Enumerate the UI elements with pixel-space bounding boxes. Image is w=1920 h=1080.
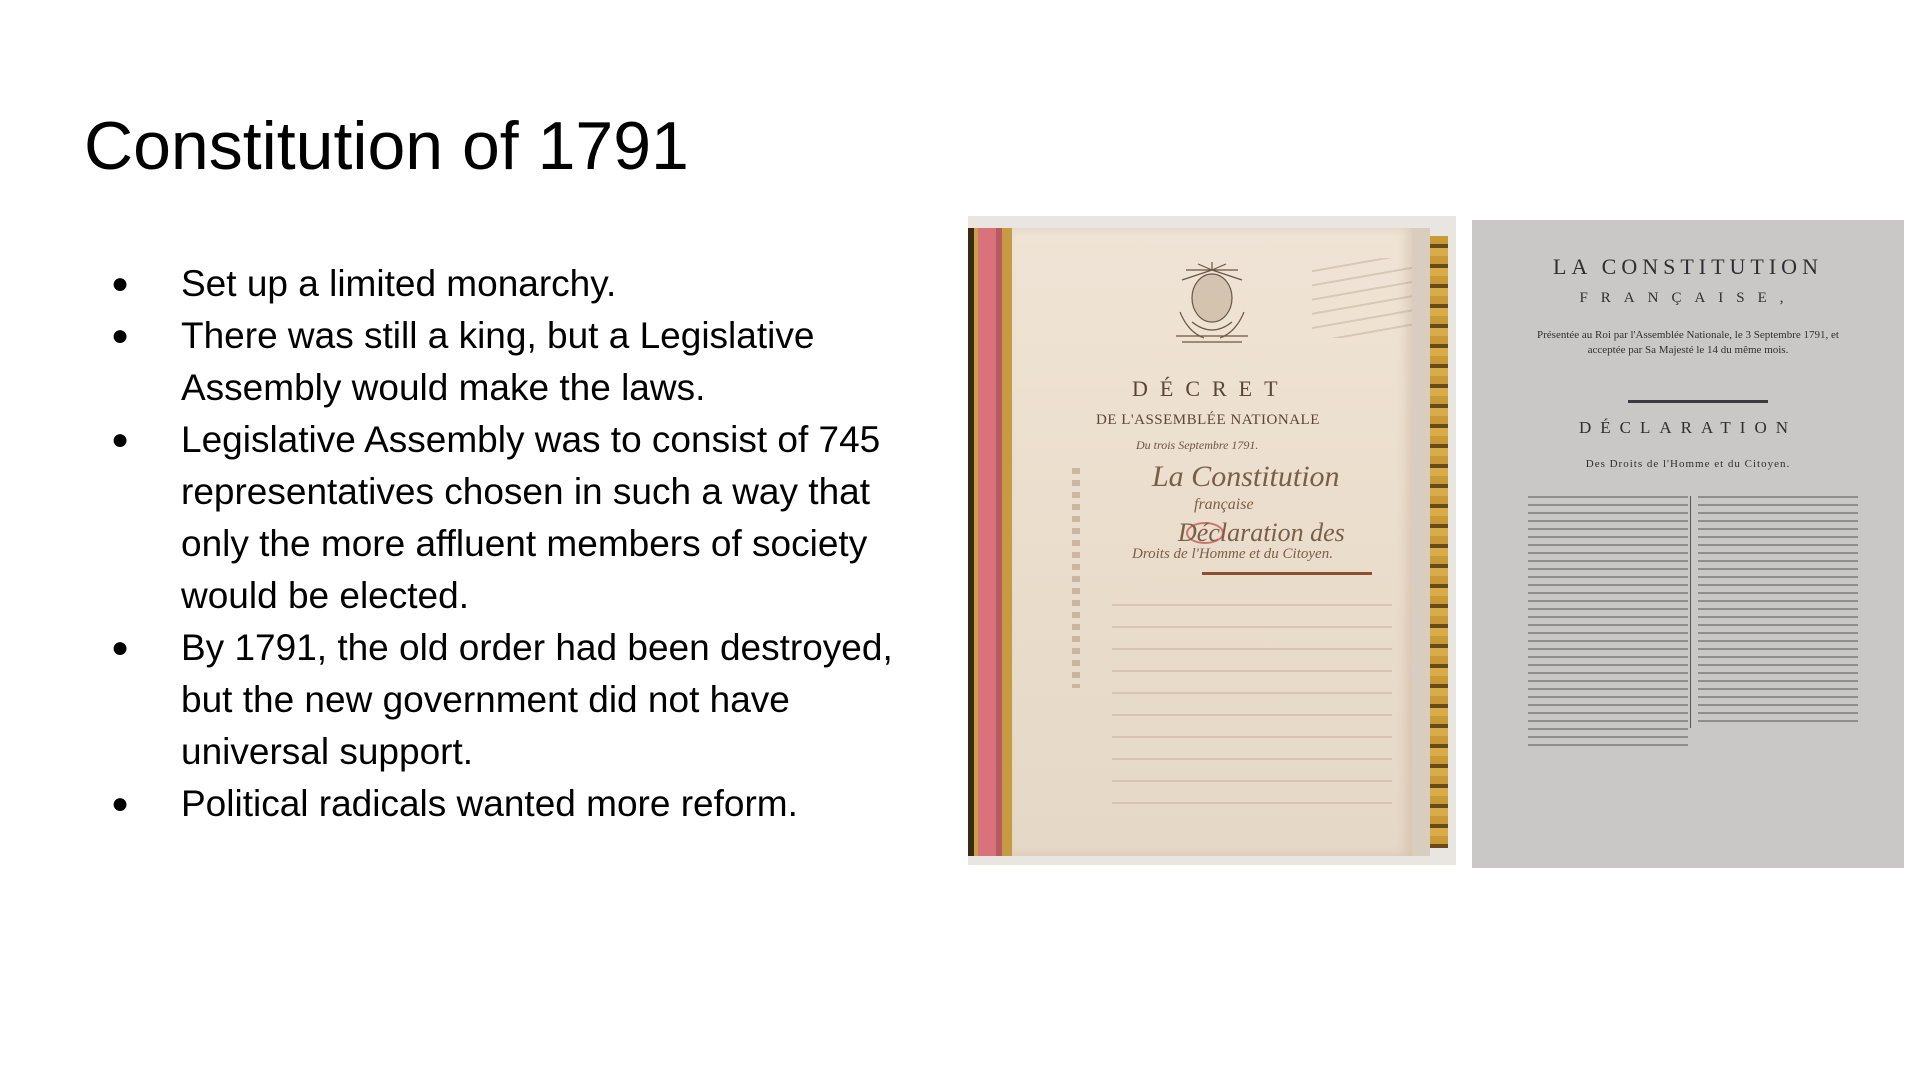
decree-page (1012, 228, 1412, 856)
decree-photo (968, 216, 1456, 865)
bullet-text: Legislative Assembly was to consist of 745 representatives chosen in such a way that only the more affluent members of society would be elected. (181, 419, 881, 616)
declaration-presented: Présentée au Roi par l'Assemblée Nationale, le 3 Septembre 1791, et acceptée par Sa Majesté le 14 du même mois. (1537, 329, 1839, 356)
bullet-item (105, 778, 925, 830)
decree-assembly: DE L'ASSEMBLÉE NATIONALE (1096, 412, 1320, 428)
bullet-icon: ● (111, 267, 130, 300)
decree-script-subtitle: française (1194, 496, 1254, 513)
handwritten-note (1312, 258, 1412, 338)
page-edge (1412, 228, 1430, 856)
declaration-subtitle: FRANÇAISE, (1579, 290, 1797, 306)
declaration-heading: DÉCLARATION (1579, 418, 1797, 437)
decree-date: Du trois Septembre 1791. (1136, 438, 1259, 452)
bullet-item (105, 414, 925, 622)
slide-title: Constitution of 1791 (84, 108, 689, 184)
bullet-text: Set up a limited monarchy. (181, 263, 617, 304)
declaration-rule (1628, 400, 1768, 403)
bullet-item (105, 310, 925, 414)
bullet-icon: ● (111, 631, 130, 664)
bullet-item (105, 258, 925, 310)
column-divider (1690, 496, 1691, 728)
declaration-photo (1472, 220, 1904, 868)
bullet-icon: ● (111, 423, 130, 456)
bullet-text: There was still a king, but a Legislative Assembly would make the laws. (181, 315, 815, 408)
decree-underline (1202, 572, 1372, 575)
bullet-icon: ● (111, 319, 130, 352)
declaration-text-column-left (1528, 496, 1688, 752)
declaration-title: LA CONSTITUTION (1553, 254, 1823, 279)
bullet-list (105, 258, 925, 830)
bullet-text: Political radicals wanted more reform. (181, 783, 798, 824)
faded-handwriting (1112, 590, 1392, 820)
royal-emblem-icon (1162, 262, 1262, 348)
decree-script-rights: Droits de l'Homme et du Citoyen. (1132, 546, 1333, 562)
margin-annotation (1072, 468, 1080, 688)
declaration-text-column-right (1698, 496, 1858, 728)
red-binding (968, 228, 1012, 856)
decree-heading: DÉCRET (1132, 376, 1290, 401)
decree-script-declaration: Déclaration des (1178, 518, 1345, 547)
declaration-rights: Des Droits de l'Homme et du Citoyen. (1585, 458, 1791, 470)
bullet-icon: ● (111, 787, 130, 820)
bullet-text: By 1791, the old order had been destroyed, but the new government did not have universal support. (181, 627, 893, 772)
gilt-binding (1430, 236, 1448, 848)
bullet-item (105, 622, 925, 778)
decree-script-title: La Constitution (1152, 460, 1340, 493)
